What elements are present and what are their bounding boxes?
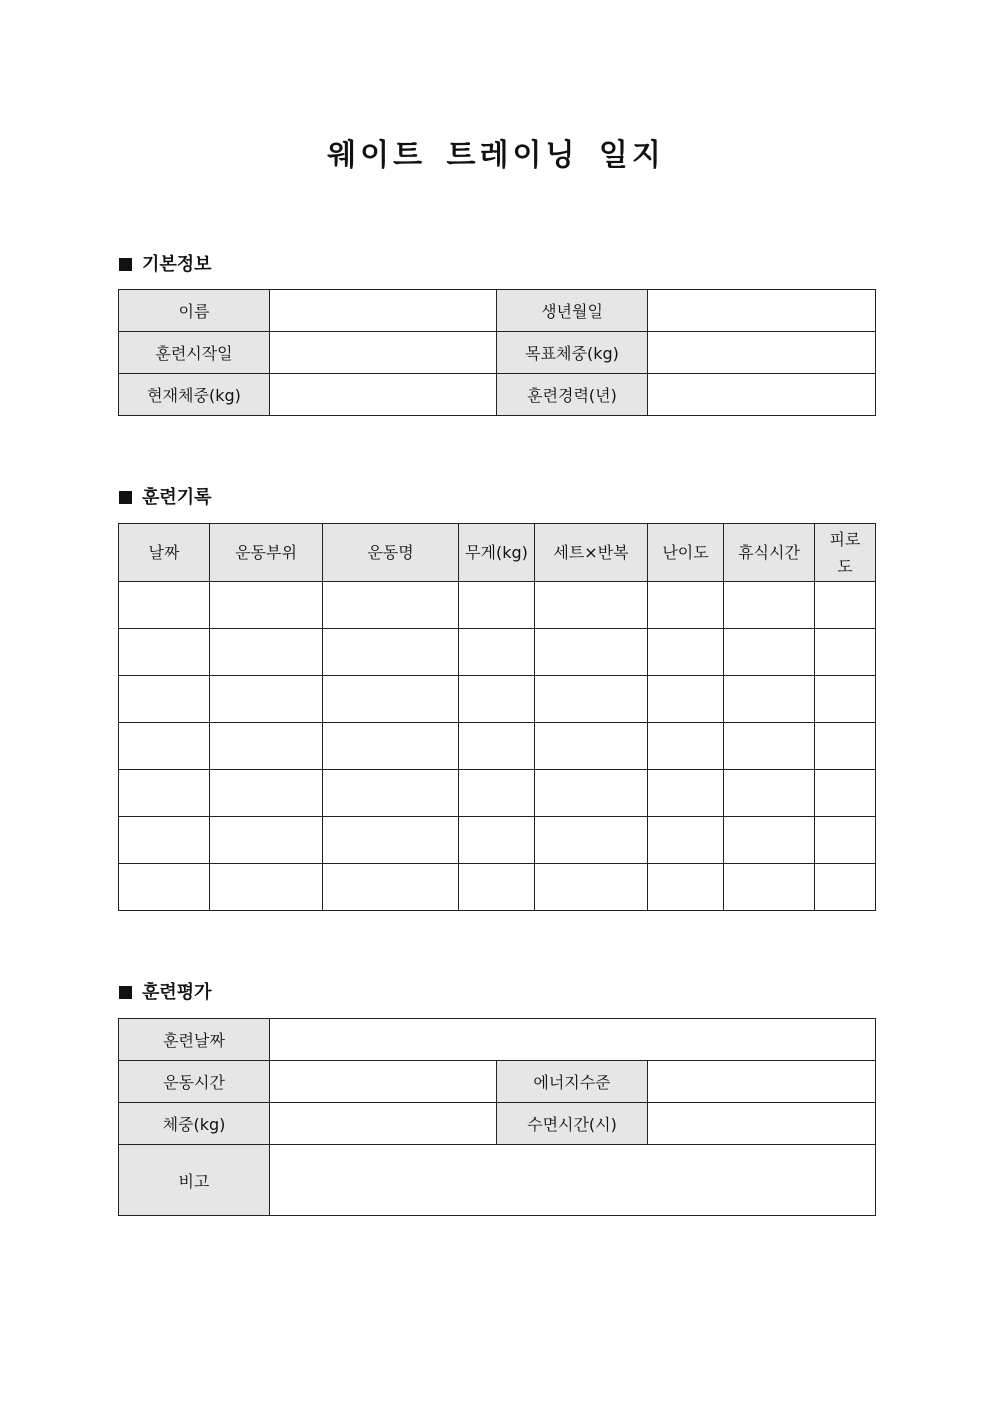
square-bullet-icon	[119, 986, 132, 999]
log-cell-date[interactable]	[119, 817, 210, 864]
log-cell-difficulty[interactable]	[648, 817, 724, 864]
log-cell-body-part[interactable]	[210, 723, 323, 770]
log-cell-difficulty[interactable]	[648, 629, 724, 676]
training-career-label: 훈련경력(년)	[497, 374, 648, 416]
log-cell-sets-reps[interactable]	[535, 723, 648, 770]
log-cell-fatigue[interactable]	[815, 629, 876, 676]
square-bullet-icon	[119, 491, 132, 504]
table-header-row	[119, 524, 876, 582]
log-cell-weight[interactable]	[459, 676, 535, 723]
log-cell-sets-reps[interactable]	[535, 629, 648, 676]
column-header-rest-time: 휴식시간	[724, 524, 815, 582]
column-header-difficulty: 난이도	[648, 524, 724, 582]
log-cell-body-part[interactable]	[210, 582, 323, 629]
log-cell-fatigue[interactable]	[815, 723, 876, 770]
basic-info-table	[118, 289, 876, 416]
log-cell-fatigue[interactable]	[815, 770, 876, 817]
log-cell-exercise[interactable]	[323, 723, 459, 770]
log-cell-rest-time[interactable]	[724, 676, 815, 723]
table-row	[119, 332, 876, 374]
notes-field[interactable]	[270, 1145, 876, 1216]
section-heading-text: 훈련평가	[142, 982, 212, 1003]
log-cell-rest-time[interactable]	[724, 864, 815, 911]
table-row	[119, 864, 876, 911]
log-cell-sets-reps[interactable]	[535, 817, 648, 864]
log-cell-difficulty[interactable]	[648, 582, 724, 629]
section-heading-training-log	[119, 486, 212, 510]
birth-date-field[interactable]	[648, 290, 876, 332]
log-cell-body-part[interactable]	[210, 676, 323, 723]
workout-duration-field[interactable]	[270, 1061, 497, 1103]
training-start-field[interactable]	[270, 332, 497, 374]
page-title: 웨이트 트레이닝 일지	[327, 138, 665, 173]
table-row	[119, 629, 876, 676]
log-cell-exercise[interactable]	[323, 817, 459, 864]
energy-level-field[interactable]	[648, 1061, 876, 1103]
log-cell-rest-time[interactable]	[724, 629, 815, 676]
table-row	[119, 723, 876, 770]
training-log-table	[118, 523, 876, 911]
section-heading-basic-info	[119, 253, 212, 277]
training-date-label: 훈련날짜	[119, 1019, 270, 1061]
table-row	[119, 676, 876, 723]
training-career-field[interactable]	[648, 374, 876, 416]
log-cell-exercise[interactable]	[323, 676, 459, 723]
goal-weight-field[interactable]	[648, 332, 876, 374]
notes-label: 비고	[119, 1145, 270, 1216]
log-cell-date[interactable]	[119, 770, 210, 817]
table-row	[119, 770, 876, 817]
log-cell-date[interactable]	[119, 676, 210, 723]
log-cell-fatigue[interactable]	[815, 817, 876, 864]
table-row	[119, 1103, 876, 1145]
section-heading-evaluation	[119, 981, 212, 1005]
name-field[interactable]	[270, 290, 497, 332]
column-header-weight: 무게(kg)	[459, 524, 535, 582]
section-heading-text: 훈련기록	[142, 487, 212, 508]
evaluation-table	[118, 1018, 876, 1216]
body-weight-label: 체중(kg)	[119, 1103, 270, 1145]
body-weight-field[interactable]	[270, 1103, 497, 1145]
column-header-body-part: 운동부위	[210, 524, 323, 582]
table-row	[119, 582, 876, 629]
training-date-field[interactable]	[270, 1019, 876, 1061]
log-cell-weight[interactable]	[459, 582, 535, 629]
training-start-label: 훈련시작일	[119, 332, 270, 374]
table-row	[119, 290, 876, 332]
log-cell-exercise[interactable]	[323, 864, 459, 911]
sleep-hours-label: 수면시간(시)	[497, 1103, 648, 1145]
log-cell-weight[interactable]	[459, 723, 535, 770]
log-cell-rest-time[interactable]	[724, 723, 815, 770]
log-cell-weight[interactable]	[459, 864, 535, 911]
log-cell-sets-reps[interactable]	[535, 770, 648, 817]
table-row	[119, 374, 876, 416]
energy-level-label: 에너지수준	[497, 1061, 648, 1103]
table-row	[119, 1019, 876, 1061]
current-weight-field[interactable]	[270, 374, 497, 416]
log-cell-body-part[interactable]	[210, 770, 323, 817]
sleep-hours-field[interactable]	[648, 1103, 876, 1145]
log-cell-rest-time[interactable]	[724, 770, 815, 817]
workout-duration-label: 운동시간	[119, 1061, 270, 1103]
log-cell-exercise[interactable]	[323, 582, 459, 629]
log-cell-weight[interactable]	[459, 770, 535, 817]
log-cell-sets-reps[interactable]	[535, 676, 648, 723]
log-cell-weight[interactable]	[459, 817, 535, 864]
log-cell-date[interactable]	[119, 864, 210, 911]
log-cell-difficulty[interactable]	[648, 723, 724, 770]
log-cell-exercise[interactable]	[323, 629, 459, 676]
log-cell-weight[interactable]	[459, 629, 535, 676]
name-label: 이름	[119, 290, 270, 332]
table-row	[119, 1145, 876, 1216]
table-row	[119, 817, 876, 864]
goal-weight-label: 목표체중(kg)	[497, 332, 648, 374]
section-heading-text: 기본정보	[142, 254, 212, 275]
log-cell-body-part[interactable]	[210, 817, 323, 864]
column-header-exercise: 운동명	[323, 524, 459, 582]
log-cell-rest-time[interactable]	[724, 582, 815, 629]
log-cell-difficulty[interactable]	[648, 864, 724, 911]
log-cell-rest-time[interactable]	[724, 817, 815, 864]
log-cell-sets-reps[interactable]	[535, 582, 648, 629]
log-cell-difficulty[interactable]	[648, 770, 724, 817]
log-cell-sets-reps[interactable]	[535, 864, 648, 911]
log-cell-fatigue[interactable]	[815, 582, 876, 629]
column-header-date: 날짜	[119, 524, 210, 582]
log-cell-fatigue[interactable]	[815, 676, 876, 723]
column-header-sets-reps: 세트×반복	[535, 524, 648, 582]
square-bullet-icon	[119, 258, 132, 271]
log-cell-date[interactable]	[119, 723, 210, 770]
current-weight-label: 현재체중(kg)	[119, 374, 270, 416]
log-cell-date[interactable]	[119, 629, 210, 676]
log-cell-exercise[interactable]	[323, 770, 459, 817]
table-row	[119, 1061, 876, 1103]
column-header-fatigue: 피로도	[815, 524, 876, 582]
log-cell-fatigue[interactable]	[815, 864, 876, 911]
log-cell-body-part[interactable]	[210, 864, 323, 911]
log-cell-body-part[interactable]	[210, 629, 323, 676]
log-cell-difficulty[interactable]	[648, 676, 724, 723]
log-cell-date[interactable]	[119, 582, 210, 629]
birth-date-label: 생년월일	[497, 290, 648, 332]
